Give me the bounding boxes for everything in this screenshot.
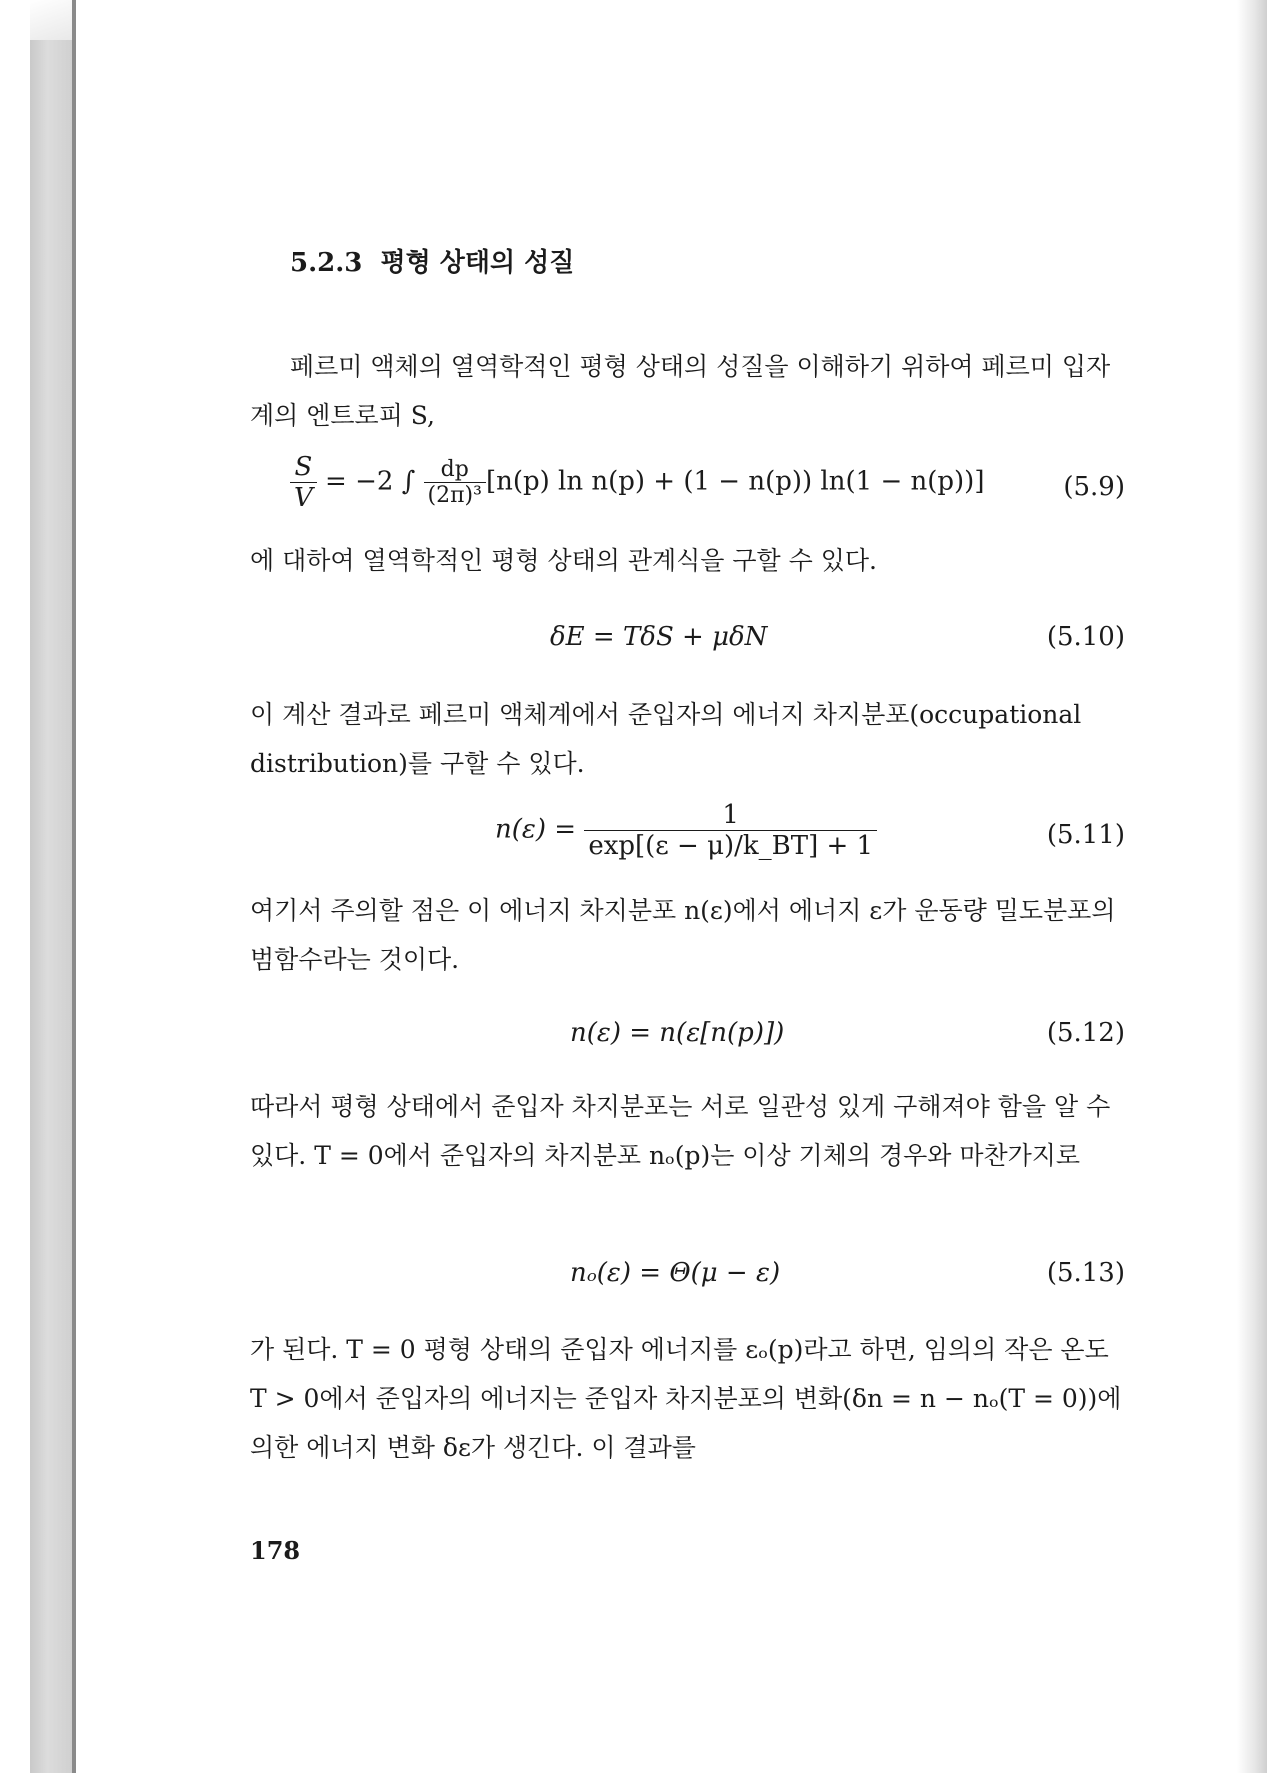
eq511-label: (5.11) [1046,820,1125,850]
eq510-body: δE = TδS + μδN [550,622,768,652]
section-number: 5.2.3 [290,248,363,278]
eq513-body: nₒ(ε) = Θ(μ − ε) [570,1258,781,1288]
eq59-body: [n(p) ln n(p) + (1 − n(p)) ln(1 − n(p))] [485,466,985,497]
equation-5-11 [250,800,1125,870]
equation-5-13 [250,1258,1125,1298]
paragraph-1: 페르미 액체의 열역학적인 평형 상태의 성질을 이해하기 위하여 페르미 입자계의 엔트로피 S, [250,352,1111,430]
eq511-denominator: exp[(ε − μ)/k_BT] + 1 [588,831,874,861]
eq510-label: (5.10) [1046,622,1125,652]
eq511-numerator: 1 [584,800,877,831]
equation-5-9 [250,452,1125,522]
page-number: 178 [250,1536,301,1565]
paragraph-5: 따라서 평형 상태에서 준입자 차지분포는 서로 일관성 있게 구해져야 함을 알 수 있다. T = 0에서 준입자의 차지분포 nₒ(p)는 이상 기체의 경우와 마찬가지로 [250,1092,1111,1170]
eq59-coefficient: = −2 ∫ [316,466,424,497]
equation-5-10 [250,622,1125,662]
page-right-edge [1237,0,1267,1773]
eq59-integrand-numerator: dp [424,457,486,483]
eq59-label: (5.9) [1063,472,1125,502]
paragraph-3: 이 계산 결과로 페르미 액체계에서 준입자의 에너지 차지분포(occupational distribution)를 구할 수 있다. [250,700,1082,778]
equation-5-12 [250,1018,1125,1058]
paragraph-6: 가 된다. T = 0 평형 상태의 준입자 에너지를 εₒ(p)라고 하면, 임의의 작은 온도 T > 0에서 준입자의 에너지는 준입자 차지분포의 변화(δn = n − nₒ(T = 0))에 의한 에너지 변화 δε가 생긴다. 이 결과를 [250,1335,1122,1462]
paragraph-2: 에 대하여 열역학적인 평형 상태의 관계식을 구할 수 있다. [250,546,877,575]
section-title: 평형 상태의 성질 [380,248,575,278]
eq59-lhs-denominator: V [294,483,313,513]
paragraph-4: 여기서 주의할 점은 이 에너지 차지분포 n(ε)에서 에너지 ε가 운동량 밀도분포의 범함수라는 것이다. [250,896,1116,974]
eq512-body: n(ε) = n(ε[n(p)]) [570,1018,785,1048]
eq59-lhs-numerator: S [290,452,317,483]
page-binding-edge [72,0,76,1773]
eq511-lhs: n(ε) = [495,814,585,845]
eq59-integrand-denominator: (2π)³ [427,483,482,508]
section-heading [290,242,574,279]
eq512-label: (5.12) [1046,1018,1125,1048]
book-spine [30,8,74,1773]
eq513-label: (5.13) [1046,1258,1125,1288]
book-top-edge [30,0,76,40]
